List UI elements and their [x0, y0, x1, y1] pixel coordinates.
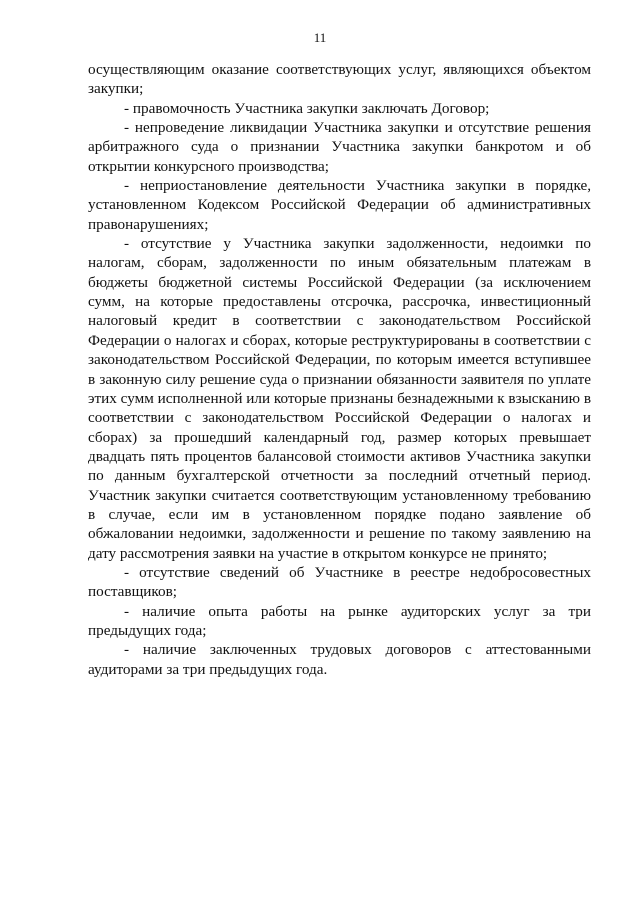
requirement-item-legal-capacity: - правомочность Участника закупки заключать Договор;	[124, 99, 490, 117]
page-number: 11	[313, 30, 327, 45]
requirement-item-not-in-registry: - отсутствие сведений об Участнике в реестре недобросовестных поставщиков;	[88, 563, 591, 601]
requirement-item-no-suspension: - неприостановление деятельности Участника закупки в порядке, установленном Кодексом Российской Федерации об административных правонарушениях;	[88, 177, 591, 233]
document-body	[88, 60, 591, 679]
requirement-item-no-liquidation: - непроведение ликвидации Участника закупки и отсутствие решения арбитражного суда о признании Участника закупки банкротом и об открытии конкурсного производства;	[88, 119, 591, 175]
paragraph-continuation: осуществляющим оказание соответствующих услуг, являющихся объектом закупки;	[88, 61, 591, 98]
requirement-item-no-debt: - отсутствие у Участника закупки задолженности, недоимки по налогам, сборам, задолженности по иным обязательным платежам в бюджеты бюджетной системы Российской Федерации (за исключением сумм, на которые предоставлены отсрочка, рассрочка, инвестиционный налоговый кредит в соответствии с законодательством Российской Федерации о налогах и сборах, которые реструктурированы в соответствии с законодательством Российской Федерации, по которым имеется вступившее в законную силу решение суда о признании обязанности заявителя по уплате этих сумм исполненной или которые признаны безнадежными к взысканию в соответствии с законодательством Российской Федерации о налогах и сборах) за прошедший календарный год, размер которых превышает двадцать пять процентов балансовой стоимости активов Участника закупки по данным бухгалтерской отчетности за последний отчетный период. Участник закупки считается соответствующим установленному требованию в случае, если им в установленном порядке подано заявление об обжаловании недоимки, задолженности и решение по такому заявлению на дату рассмотрения заявки на участие в открытом конкурсе не принято;	[88, 235, 591, 562]
requirement-item-auditors: - наличие заключенных трудовых договоров с аттестованными аудиторами за три предыдущих года.	[88, 641, 591, 678]
requirement-item-experience: - наличие опыта работы на рынке аудиторских услуг за три предыдущих года;	[88, 602, 591, 639]
